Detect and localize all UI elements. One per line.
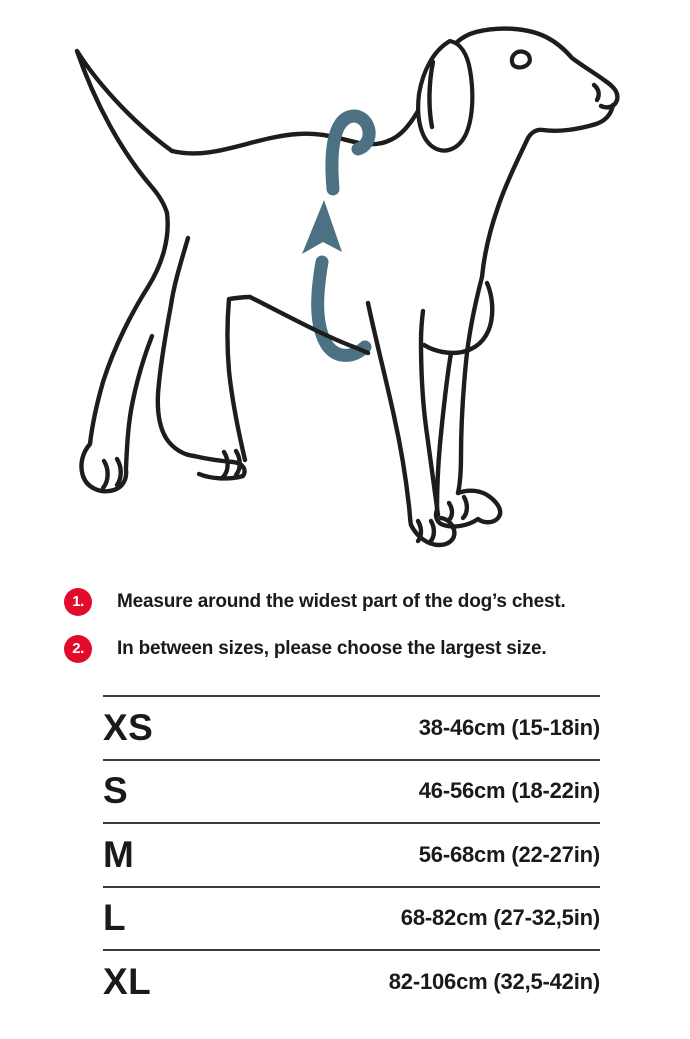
dog-ear [418, 41, 472, 151]
dog-near-rear-leg-front [158, 238, 194, 456]
dog-far-rear-toes [103, 459, 121, 488]
size-row-l [103, 886, 600, 950]
dog-rump-far-rear-leg [81, 213, 167, 491]
size-label: M [103, 833, 135, 875]
size-row-xl [103, 949, 600, 1013]
dog-eye [512, 52, 530, 68]
dog-belly [250, 297, 368, 353]
measuring-tape-arrow-icon [302, 200, 342, 254]
size-label: S [103, 770, 129, 812]
size-row-s [103, 759, 600, 823]
step-1-text: Measure around the widest part of the dog’s chest. [117, 591, 566, 612]
size-label: XL [103, 960, 152, 1002]
dog-jaw-neck-chest-frontleg [458, 105, 613, 493]
instruction-step-2 [64, 635, 664, 663]
size-row-m [103, 822, 600, 886]
instruction-step-1 [64, 588, 664, 616]
size-range: 82-106cm (32,5-42in) [388, 968, 600, 994]
step-2-text: In between sizes, please choose the largest size. [117, 638, 547, 659]
size-range: 38-46cm (15-18in) [418, 714, 600, 740]
dog-nostril [594, 85, 599, 100]
size-row-xs [103, 695, 600, 759]
dog-far-rear-leg-back [126, 336, 152, 468]
dog-far-front-leg-back [421, 311, 438, 515]
dog-tail [77, 51, 172, 213]
step-2-badge: 2. [64, 635, 92, 663]
measuring-tape-top [332, 116, 369, 189]
size-label: XS [103, 706, 154, 748]
dog-near-rear-leg-back [228, 297, 251, 460]
size-range: 46-56cm (18-22in) [418, 778, 600, 804]
size-table [103, 695, 600, 1013]
size-range: 68-82cm (27-32,5in) [400, 905, 600, 931]
dog-back-head-nose [172, 29, 617, 154]
dog-elbow-curve [424, 283, 492, 353]
instructions [64, 588, 664, 682]
size-label: L [103, 897, 127, 939]
dog-near-front-leg-back [437, 353, 451, 510]
step-1-badge: 1. [64, 588, 92, 616]
dog-near-front-toes [449, 497, 467, 520]
size-range: 56-68cm (22-27in) [418, 841, 600, 867]
